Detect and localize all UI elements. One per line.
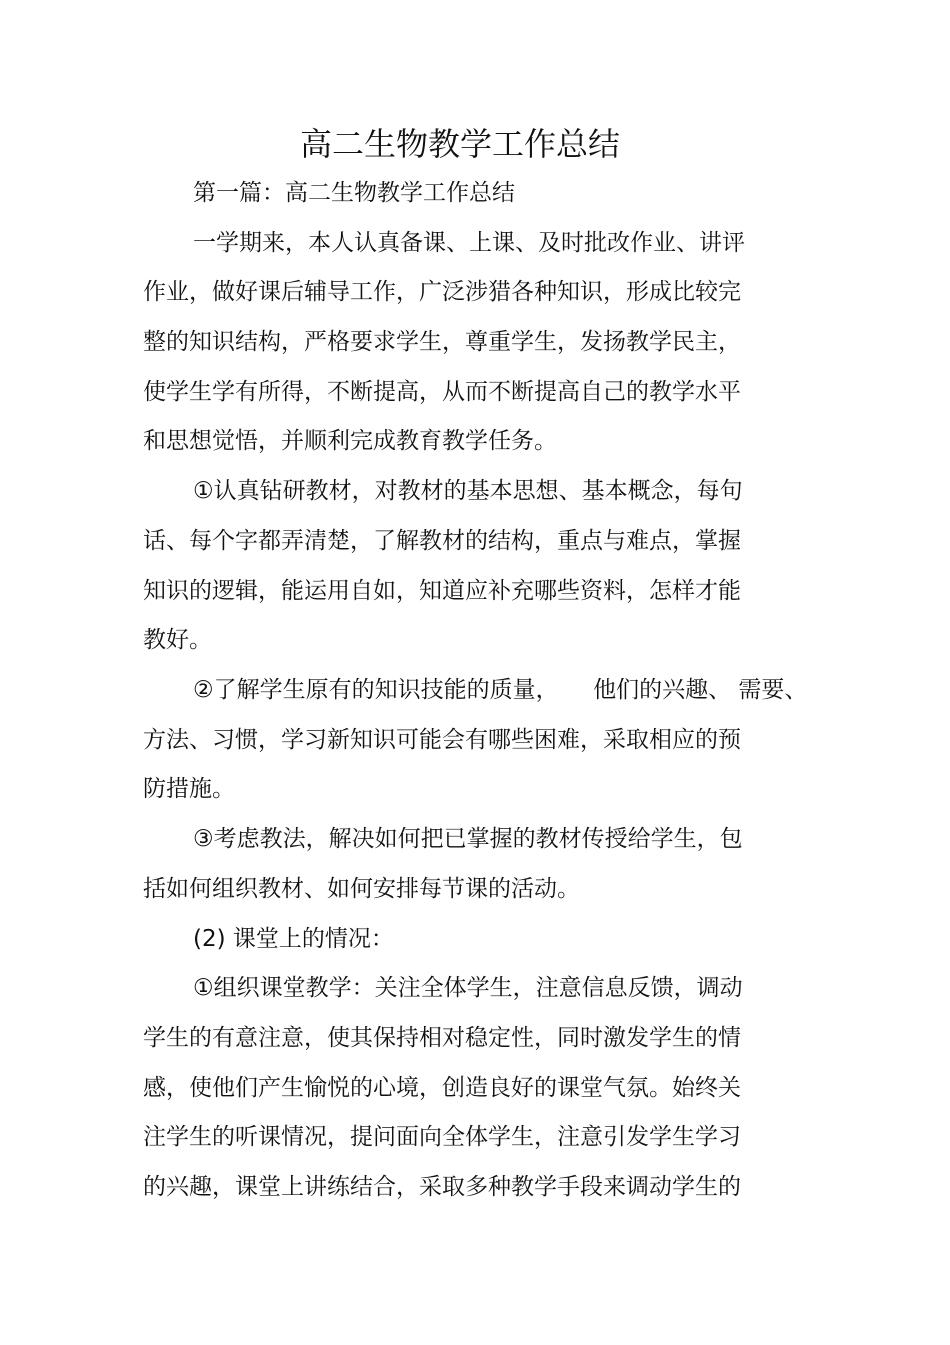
paragraph-line: 一学期来，本人认真备课、上课、及时批改作业、讲评 [193, 230, 745, 256]
paragraph-line: 教好。 [143, 627, 212, 653]
paragraph-line: 话、每个字都弄清楚，了解教材的结构，重点与难点，掌握 [143, 528, 741, 554]
paragraph-line: ①认真钻研教材，对教材的基本思想、基本概念，每句 [193, 478, 743, 504]
paragraph-line: 使学生学有所得，不断提高，从而不断提高自己的教学水平 [143, 379, 741, 405]
document-title: 高二生物教学工作总结 [299, 125, 620, 163]
paragraph-line: 注学生的听课情况，提问面向全体学生，注意引发学生学习 [143, 1124, 741, 1150]
paragraph-line: ①组织课堂教学：关注全体学生，注意信息反馈，调动 [193, 975, 743, 1001]
paragraph-line: ②了解学生原有的知识技能的质量， 他们的兴趣、 需要、 [193, 677, 808, 703]
paragraph-line: 学生的有意注意，使其保持相对稳定性，同时激发学生的情 [143, 1025, 741, 1051]
subsection-heading: (2) 课堂上的情况： [193, 926, 394, 952]
paragraph-line: 感，使他们产生愉悦的心境，创造良好的课堂气氛。始终关 [143, 1075, 741, 1101]
paragraph-line: 作业，做好课后辅导工作，广泛涉猎各种知识，形成比较完 [143, 279, 741, 305]
paragraph-line: 整的知识结构，严格要求学生，尊重学生，发扬教学民主， [143, 329, 741, 355]
paragraph-line: 和思想觉悟，并顺利完成教育教学任务。 [143, 428, 557, 454]
paragraph-line: 括如何组织教材、如何安排每节课的活动。 [143, 876, 580, 902]
paragraph-line: 的兴趣，课堂上讲练结合，采取多种教学手段来调动学生的 [143, 1174, 741, 1200]
paragraph-line: 方法、习惯，学习新知识可能会有哪些困难，采取相应的预 [143, 727, 741, 753]
paragraph-line: 防措施。 [143, 776, 235, 802]
paragraph-line: 知识的逻辑，能运用自如，知道应补充哪些资料，怎样才能 [143, 578, 741, 604]
section-heading: 第一篇：高二生物教学工作总结 [193, 180, 515, 206]
paragraph-line: ③考虑教法，解决如何把已掌握的教材传授给学生，包 [193, 826, 743, 852]
